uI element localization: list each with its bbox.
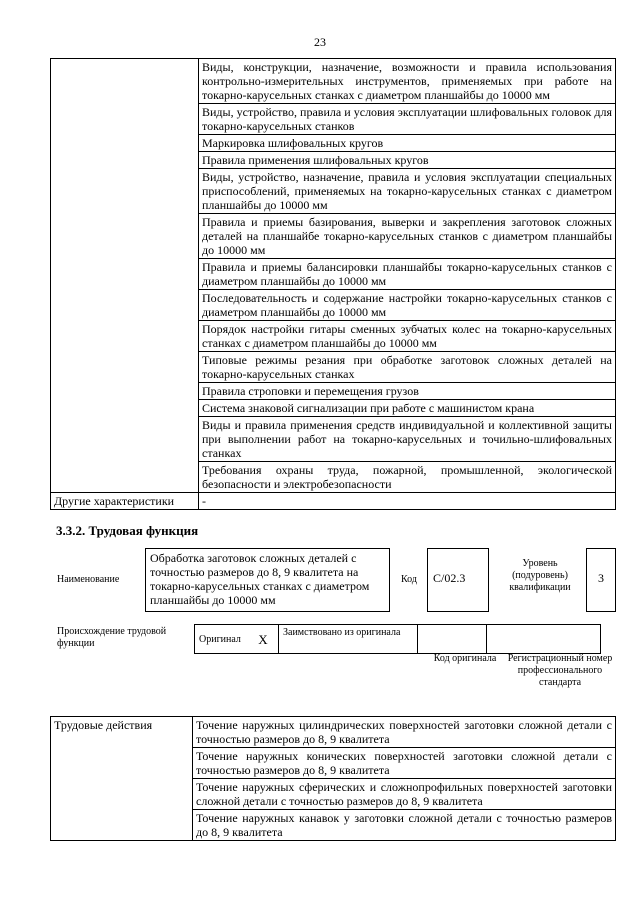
- knowledge-item: Последовательность и содержание настройки токарно-карусельных станков с диаметром планшайбы до 10000 мм: [199, 290, 616, 321]
- original-label: Оригинал: [195, 625, 249, 654]
- labor-action-item: Точение наружных цилиндрических поверхностей заготовки сложной детали с точностью размеров до 8, 9 квалитета: [193, 717, 616, 748]
- qualification-level-label: Уровень (подуровень) квалификации: [509, 558, 571, 593]
- other-characteristics-value: -: [199, 493, 616, 510]
- knowledge-item: Виды, устройство, назначение, правила и условия эксплуатации специальных приспособлений, применяемых на токарно-карусельных станках с диаметром планшайбы до 10000 мм: [199, 169, 616, 214]
- knowledge-item: Виды, устройство, правила и условия эксплуатации шлифовальных головок для токарно-карусельных станков: [199, 104, 616, 135]
- knowledge-label-cell: [51, 59, 199, 493]
- knowledge-item: Система знаковой сигнализации при работе с машинистом крана: [199, 400, 616, 417]
- knowledge-table: [50, 58, 616, 510]
- table-row: [51, 59, 616, 104]
- knowledge-item: Правила строповки и перемещения грузов: [199, 383, 616, 400]
- table-row: [51, 717, 616, 748]
- original-mark: X: [248, 625, 279, 654]
- origin-label: Происхождение трудовой функции: [57, 626, 167, 649]
- origin-table: [194, 624, 601, 654]
- knowledge-item: Виды, конструкции, назначение, возможности и правила использования контрольно-измерительных инструментов, применяемых при работе на токарно-карусельных станках с диаметром планшайбы до 10000 мм: [199, 59, 616, 104]
- labor-actions-label: Трудовые действия: [51, 717, 193, 841]
- function-code: С/02.3: [427, 548, 489, 612]
- knowledge-item: Правила и приемы базирования, выверки и закрепления заготовок сложных деталей на планшайбе токарно-карусельных станков с диаметром планшайбы до 10000 мм: [199, 214, 616, 259]
- section-title: 3.3.2. Трудовая функция: [56, 523, 199, 538]
- original-code-cell: [418, 625, 487, 654]
- original-code-caption: Код оригинала: [433, 653, 497, 664]
- labor-action-item: Точение наружных конических поверхностей заготовки сложной детали с точностью размеров до 8, 9 квалитета: [193, 748, 616, 779]
- table-row: [195, 625, 601, 654]
- registration-number-cell: [487, 625, 601, 654]
- registration-number-caption: Регистрационный номер профессионального стандарта: [507, 653, 613, 688]
- other-characteristics-label: Другие характеристики: [51, 493, 199, 510]
- function-name: Обработка заготовок сложных деталей с точностью размеров до 8, 9 квалитета на токарно-карусельных станках с диаметром планшайбы до 10000 мм: [145, 548, 390, 612]
- knowledge-item: Типовые режимы резания при обработке заготовок сложных деталей на токарно-карусельных станках: [199, 352, 616, 383]
- knowledge-item: Порядок настройки гитары сменных зубчатых колес на токарно-карусельных станках с диаметром планшайбы до 10000 мм: [199, 321, 616, 352]
- knowledge-item: Виды и правила применения средств индивидуальной и коллективной защиты при выполнении работ на токарно-карусельных и точильно-шлифовальных станках: [199, 417, 616, 462]
- knowledge-item: Маркировка шлифовальных кругов: [199, 135, 616, 152]
- borrowed-label: Заимствовано из оригинала: [279, 625, 418, 654]
- qualification-level: 3: [586, 548, 616, 612]
- knowledge-item: Требования охраны труда, пожарной, промышленной, экологической безопасности и электробезопасности: [199, 462, 616, 493]
- labor-action-item: Точение наружных канавок у заготовки сложной детали с точностью размеров до 8, 9 квалитета: [193, 810, 616, 841]
- knowledge-item: Правила и приемы балансировки планшайбы токарно-карусельных станков с диаметром планшайбы до 10000 мм: [199, 259, 616, 290]
- knowledge-item: Правила применения шлифовальных кругов: [199, 152, 616, 169]
- name-label: Наименование: [57, 574, 120, 585]
- code-label: Код: [401, 574, 417, 585]
- labor-actions-table: [50, 716, 616, 841]
- labor-action-item: Точение наружных сферических и сложнопрофильных поверхностей заготовки сложной детали с точностью размеров до 8, 9 квалитета: [193, 779, 616, 810]
- page-number: 23: [314, 35, 326, 49]
- table-row: [51, 493, 616, 510]
